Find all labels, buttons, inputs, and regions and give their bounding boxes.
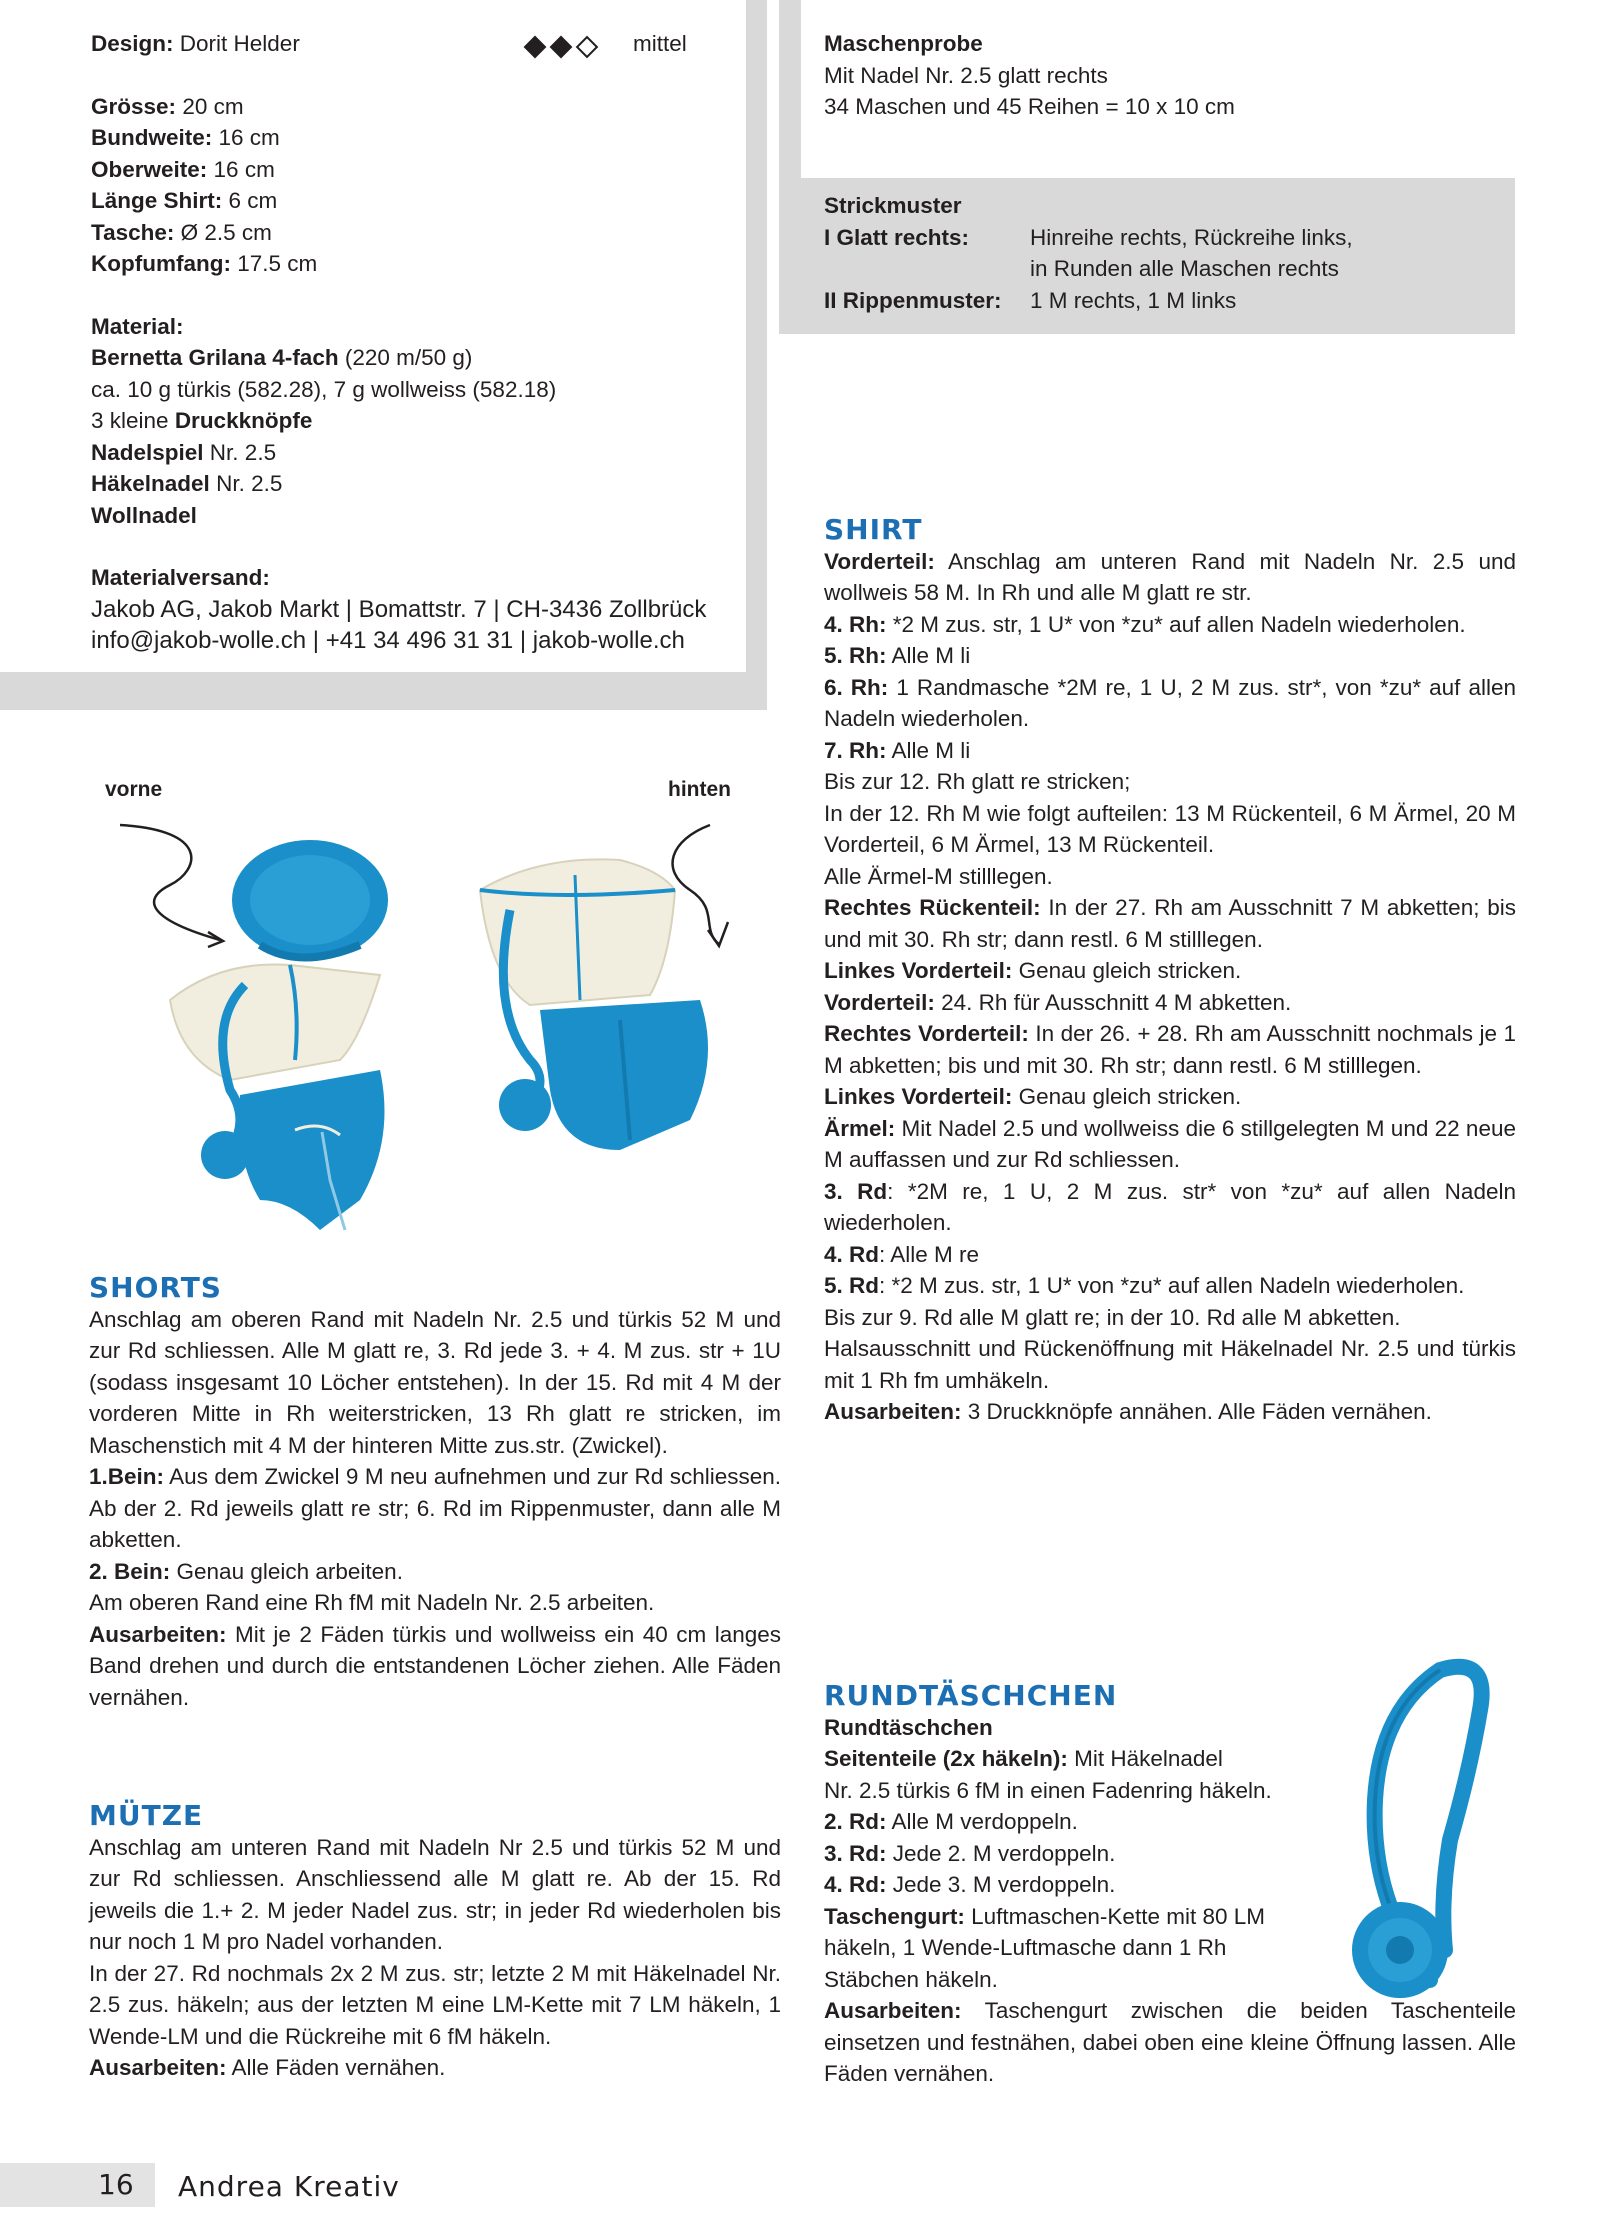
hat-section xyxy=(89,1800,781,2084)
hat-finishing: Ausarbeiten: Alle Fäden vernähen. xyxy=(89,2055,446,2080)
size-item: Länge Shirt: 6 cm xyxy=(91,188,278,213)
shorts-intro: Anschlag am oberen Rand mit Nadeln Nr. 2.5 und türkis 52 M und zur Rd schliessen. Alle M glatt re, 3. Rd jede 3. + 4. M zus. str + 1U (sodass insgesamt 10 Löcher entstehen). In der 15. Rd mit 4 M der vorderen Mitte in Rh weiterstricken, 13 Rh glatt re stricken, im Maschenstich mit 4 M der hinteren Mitte zus.str. (Zwickel). xyxy=(89,1306,781,1458)
difficulty-indicator xyxy=(527,32,605,64)
page-number: 16 xyxy=(98,2168,134,2201)
gauge-stitches: 34 Maschen und 45 Reihen = 10 x 10 cm xyxy=(824,94,1235,119)
size-list xyxy=(91,91,731,280)
pattern-title: Strickmuster xyxy=(824,193,962,218)
shorts-heading: SHORTS xyxy=(89,1271,222,1304)
diamond-filled-icon xyxy=(550,36,573,59)
round-bag-photo xyxy=(1330,1650,1530,2010)
shipping-info xyxy=(91,562,731,657)
gauge-needle: Mit Nadel Nr. 2.5 glatt rechts xyxy=(824,62,1108,88)
buttons-line: 3 kleine Druckknöpfe xyxy=(91,408,313,433)
size-item: Oberweite: 16 cm xyxy=(91,156,275,182)
bag-back xyxy=(499,1079,551,1131)
gauge-title: Maschenprobe xyxy=(824,31,983,56)
hook-line: Häkelnadel Nr. 2.5 xyxy=(91,471,283,496)
shirt-section: SHIRT Vorderteil: Anschlag am unteren Rand mit Nadeln Nr. 2.5 und wollweis 58 M. In Rh und alle M glatt re str. 4. Rh: *2 M zus. str, 1 U* von *zu* auf allen Nadeln wiederholen. 5. Rh: Alle M li 6. Rh: 1 Randmasche *2M re, 1 U, 2 M zus. str*, von *zu* auf allen Nadeln wiederholen. 7. Rh: Alle M li Bis zur 12. Rh glatt re stricken; In der 12. Rh M wie folgt aufteilen: 13 M Rückenteil, 6 M Ärmel, 20 M Vorderteil, 6 M Ärmel, 13 M Rückenteil. Alle Ärmel-M stilllegen. Rechtes Rückenteil: In der 27. Rh am Ausschnitt 7 M abketten; bis und mit 30. Rh str; dann restl. 6 M stilllegen. Linkes Vorderteil: Genau gleich stricken. Vorderteil: 24. Rh für Ausschnitt 4 M abketten. Rechtes Vorderteil: In der 26. + 28. Rh am Ausschnitt nochmals je 1 M abketten; bis und mit 30. Rh str; dann restl. 6 M stilllegen. Linkes Vorderteil: Genau gleich stricken. Ärmel: Mit Nadel 2.5 und wollweiss die 6 stillgelegten M und 22 neue M auffassen und zur Rd schliessen. 3. Rd: *2M re, 1 U, 2 M zus. str* von *zu* auf allen Nadeln wiederholen. 4. Rd: Alle M re 5. Rd: *2 M zus. str, 1 U* von *zu* auf allen Nadeln wiederholen. Bis zur 9. Rd alle M glatt re; in der 10. Rd alle M abketten. Halsausschnitt und Rückenöffnung mit Häkelnadel Nr. 2.5 und türkis mit 1 Rh fm umhäkeln. Ausarbeiten: 3 Druckknöpfe annähen. Alle Fäden vernähen. xyxy=(824,513,1516,1424)
arrow-back-icon xyxy=(673,825,720,945)
design-label: Design: xyxy=(91,31,174,56)
size-item: Tasche: Ø 2.5 cm xyxy=(91,219,272,245)
gauge-box xyxy=(824,28,1524,123)
shirt-heading: SHIRT xyxy=(824,513,923,546)
shipping-title: Materialversand: xyxy=(91,565,270,590)
design-row xyxy=(91,28,731,60)
info-box xyxy=(91,28,731,657)
designer-name: Dorit Helder xyxy=(179,31,300,56)
knitted-doll-outfit-photo xyxy=(60,760,750,1260)
bag-heading: RUNDTÄSCHCHEN xyxy=(824,1679,1118,1712)
diamond-empty-icon xyxy=(576,36,599,59)
yarn-colors: ca. 10 g türkis (582.28), 7 g wollweiss (582.18) xyxy=(91,376,557,402)
hat-heading: MÜTZE xyxy=(89,1799,204,1832)
material-list xyxy=(91,311,731,532)
material-title: Material: xyxy=(91,313,184,339)
needles-line: Nadelspiel Nr. 2.5 xyxy=(91,439,277,465)
back-label: hinten xyxy=(668,778,731,801)
shorts-leg1: 1.Bein: Aus dem Zwickel 9 M neu aufnehmen und zur Rd schliessen. Ab der 2. Rd jeweils glatt re str; 6. Rd im Rippenmuster, dann alle M abketten. xyxy=(89,1464,781,1552)
size-item: Kopfumfang: 17.5 cm xyxy=(91,251,318,276)
difficulty-label: mittel xyxy=(633,31,687,56)
bag-section: RUNDTÄSCHCHEN Rundtäschchen Seitenteile (2x häkeln): Mit Häkelnadel Nr. 2.5 türkis 6 fM in einen Fadenring häkeln. 2. Rd: Alle M verdoppeln. 3. Rd: Jede 2. M verdoppeln. 4. Rd: Jede 3. M verdoppeln. Taschengurt: Luftmaschen-Kette mit 80 LM häkeln, 1 Wende-Luftmasche dann 1 Rh Stäbchen häkeln. Ausarbeiten: Taschengurt zwischen die beiden Taschenteile einsetzen und festnähen, dabei oben eine kleine Öffnung lassen. Alle Fäden vernähen. xyxy=(824,1679,1516,2086)
info-box-right-border xyxy=(746,0,767,710)
yarn-line: Bernetta Grilana 4-fach (220 m/50 g) xyxy=(91,345,473,370)
pattern-content xyxy=(824,190,1514,316)
shorts-section xyxy=(89,1272,781,1713)
front-label: vorne xyxy=(105,778,163,801)
shirt-front xyxy=(170,964,380,1080)
arrow-front-icon xyxy=(120,825,220,940)
wool-needle: Wollnadel xyxy=(91,502,197,528)
hat-decrease: In der 27. Rd nochmals 2x 2 M zus. str; letzte 2 M mit Häkelnadel Nr. 2.5 zus. häkeln; aus der letzten M eine LM-Kette mit 7 LM häkeln, 1 Wende-LM und die Rückreihe mit 6 fM häkeln. xyxy=(89,1960,781,2049)
shorts-finishing: Ausarbeiten: Mit je 2 Fäden türkis und wollweiss ein 40 cm langes Band drehen und durch die entstandenen Löcher ziehen. Alle Fäden vernähen. xyxy=(89,1621,781,1710)
shorts-waist: Am oberen Rand eine Rh fM mit Nadeln Nr. 2.5 arbeiten. xyxy=(89,1590,655,1615)
gauge-left-band xyxy=(779,0,801,180)
shorts-front xyxy=(239,1070,384,1230)
shipping-contact: info@jakob-wolle.ch | +41 34 496 31 31 | jakob-wolle.ch xyxy=(91,627,685,654)
shipping-address: Jakob AG, Jakob Markt | Bomattstr. 7 | CH-3436 Zollbrück xyxy=(91,595,707,623)
size-item: Bundweite: 16 cm xyxy=(91,125,280,150)
diamond-filled-icon xyxy=(524,36,547,59)
size-item: Grösse: 20 cm xyxy=(91,93,244,119)
magazine-title: Andrea Kreativ xyxy=(178,2170,400,2203)
hat-intro: Anschlag am unteren Rand mit Nadeln Nr 2.5 und türkis 52 M und zur Rd schliessen. Anschliessend alle M glatt re. Ab der 15. Rd jeweils die 1.+ 2. M jeder Nadel zus. str; in jeder Rd wiederholen bis nur noch 1 M pro Nadel vorhanden. xyxy=(89,1834,781,1954)
photo-area xyxy=(60,760,750,1260)
bag-subtitle: Rundtäschchen xyxy=(824,1714,993,1740)
pattern-row-2: II Rippenmuster: 1 M rechts, 1 M links xyxy=(824,287,1237,313)
pattern-row-1: I Glatt rechts: Hinreihe rechts, Rückreihe links, in Runden alle Maschen rechts xyxy=(824,224,1353,281)
shorts-leg2: 2. Bein: Genau gleich arbeiten. xyxy=(89,1558,403,1584)
info-box-gray-band xyxy=(0,672,767,710)
